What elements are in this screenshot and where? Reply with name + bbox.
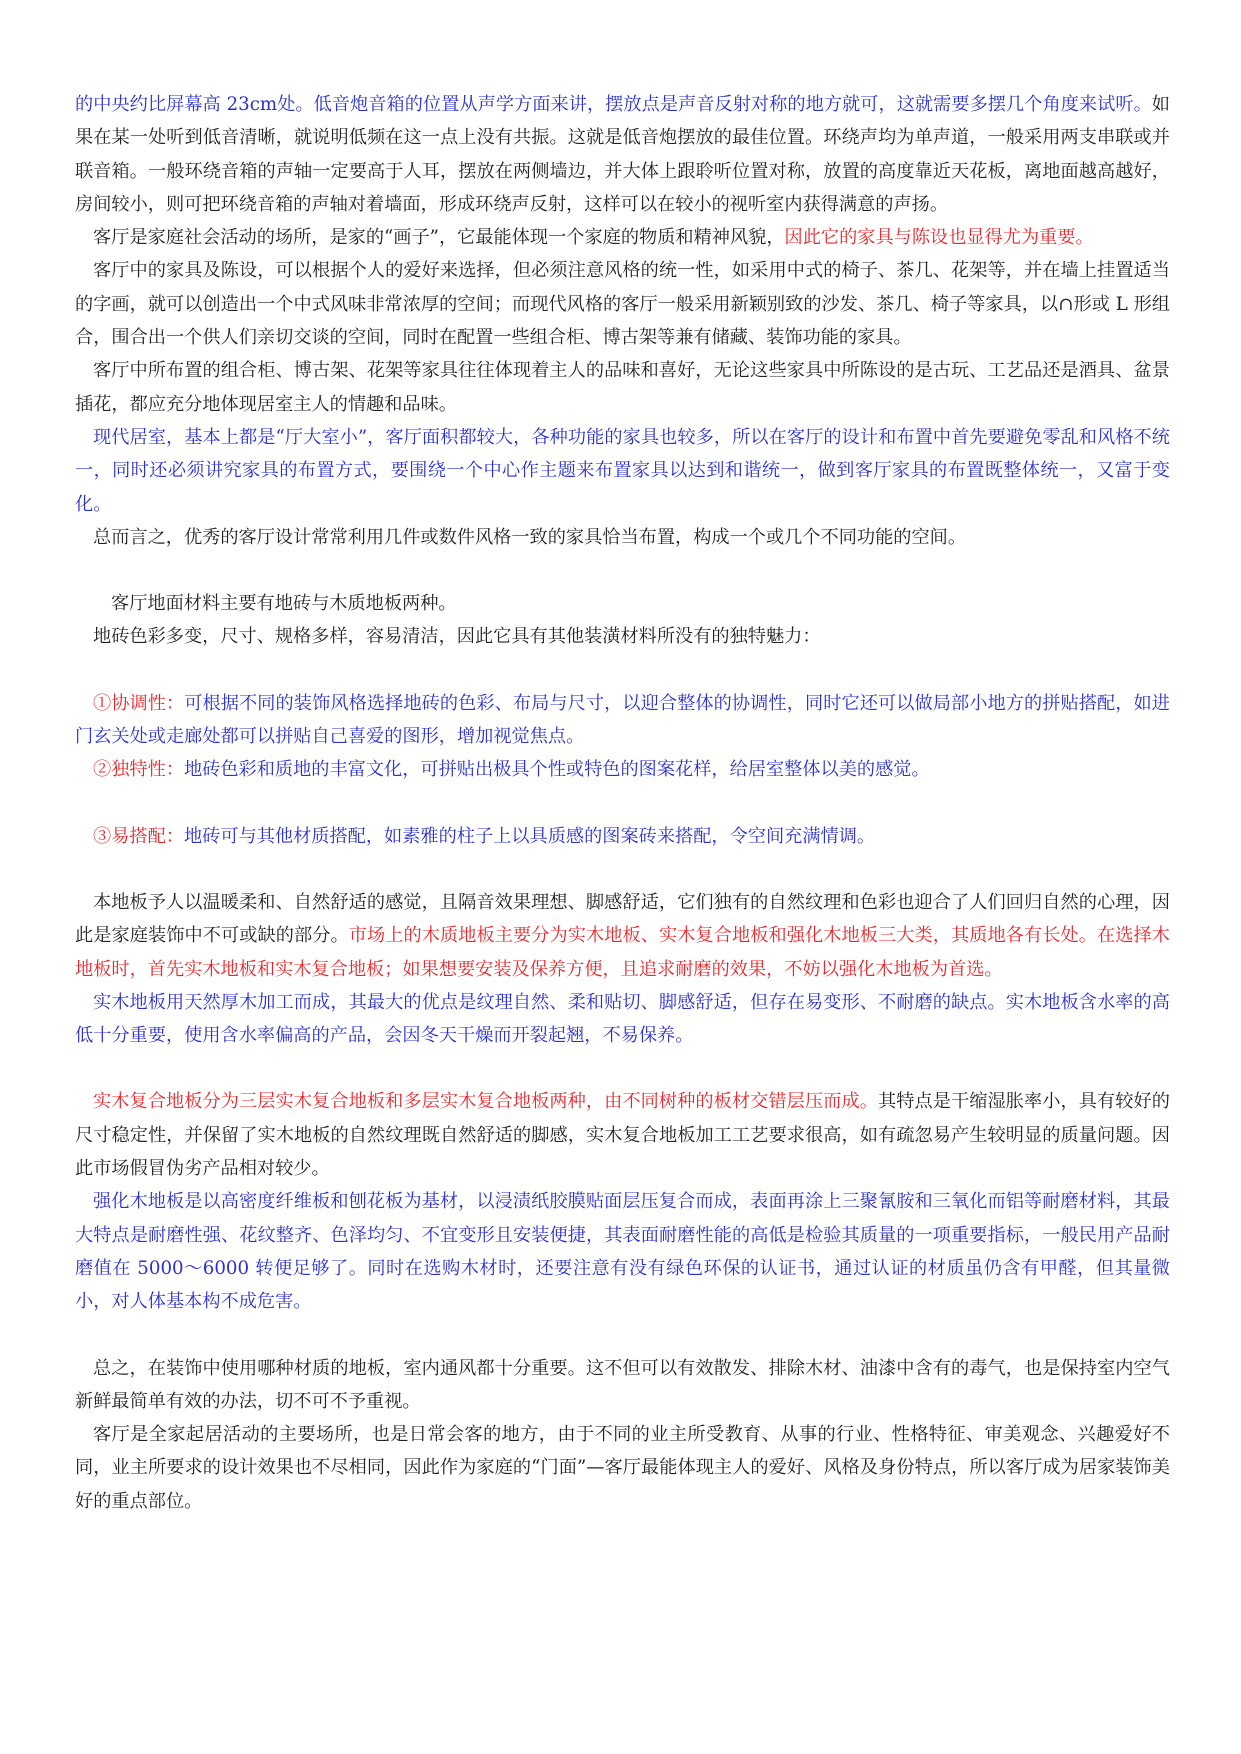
text-span: 客厅是家庭社会活动的场所，是家的“画子”，它最能体现一个家庭的物质和精神风貌， [93,227,785,249]
text-span: 市场上的木质地板主要分为实木地板、实木复合地板和强化木地板三大类，其质地各有长处。在选择木地板时，首先实木地板和实木复合地板；如果想要安装及保养方便，且追求耐磨的效果，不妨以强化木地板为首选。 [75,925,1170,980]
paragraph-gap [75,554,1170,587]
text-span: 客厅是全家起居活动的主要场所，也是日常会客的地方，由于不同的业主所受教育、从事的行业、性格特征、审美观念、兴趣爱好不同，业主所要求的设计效果也不尽相同，因此作为家庭的“门面”—客厅最能体现主人的爱好、风格及身份特点，所以客厅成为居家装饰美好的重点部位。 [75,1424,1170,1512]
text-span: 总而言之，优秀的客厅设计常常利用几件或数件风格一致的家具恰当布置，构成一个或几个不同功能的空间。 [93,526,967,548]
paragraph-gap [75,853,1170,886]
paragraph-laminate [75,1185,1170,1318]
text-span: 实木地板用天然厚木加工而成，其最大的优点是纹理自然、柔和贴切、脚感舒适，但存在易变形、不耐磨的缺点。实木地板含水率的高低十分重要，使用含水率偏高的产品，会因冬天干燥而开裂起翘，不易保养。 [75,991,1170,1047]
text-span: 可根据不同的装饰风格选择地砖的色彩、布局与尺寸，以迎合整体的协调性，同时它还可以做局部小地方的拼贴搭配，如进门玄关处或走廊处都可以拼贴自己喜爱的图形，增加视觉焦点。 [75,692,1170,748]
paragraph-wood-floor [75,886,1170,986]
text-span: 地砖色彩和质地的丰富文化，可拼贴出极具个性或特色的图案花样，给居室整体以美的感觉。 [183,759,930,781]
paragraph-subwoofer-surround [75,88,1170,221]
text-span: 的中央约比屏幕高 23cm处。低音炮音箱的位置从声学方面来讲，摆放点是声音反射对称的地方就可，这就需要多摆几个角度来试听。 [75,94,1152,115]
paragraph-living-room-focus [75,1418,1170,1518]
paragraph-cabinets-taste [75,354,1170,421]
list-item-label: ①协调性： [93,692,185,714]
text-span: 客厅地面材料主要有地砖与木质地板两种。 [111,593,457,615]
text-span: 地砖色彩多变，尺寸、规格多样，容易清洁，因此它具有其他装潢材料所没有的独特魅力： [93,626,821,648]
text-span: 客厅中所布置的组合柜、博古架、花架等家具往往体现着主人的品味和喜好，无论这些家具中所陈设的是古玩、工艺品还是酒具、盆景插花，都应充分地体现居室主人的情趣和品味。 [75,360,1170,415]
paragraph-gap [75,787,1170,820]
list-item-coordination [75,687,1170,754]
paragraph-modern-layout [75,421,1170,521]
list-item-label: ③易搭配： [93,825,184,847]
paragraph-gap [75,1319,1170,1352]
text-span: 现代居室，基本上都是“厅大室小”，客厅面积都较大，各种功能的家具也较多，所以在客厅的设计和布置中首先要避免零乱和风格不统一，同时还必须讲究家具的布置方式，要围绕一个中心作主题来布置家具以达到和谐统一，做到客厅家具的布置既整体统一，又富于变化。 [75,426,1170,515]
paragraph-engineered-wood [75,1085,1170,1185]
paragraph-floor-materials [75,587,1170,620]
paragraph-solid-wood [75,986,1170,1053]
text-span: 总之，在装饰中使用哪种材质的地板，室内通风都十分重要。这不但可以有效散发、排除木材、油漆中含有的毒气，也是保持室内空气新鲜最简单有效的办法，切不可不予重视。 [75,1357,1170,1412]
text-span: 本地板予人以温暖柔和、自然舒适的感觉，且隔音效果理想、脚感舒适，它们独有的自然纹理和色彩也迎合了人们回归自然的心理，因此是家庭装饰中不可或缺的部分。 [75,891,1170,947]
paragraph-gap [75,654,1170,687]
text-span: 地砖可与其他材质搭配，如素雅的柱子上以具质感的图案砖来搭配，令空间充满情调。 [183,825,876,847]
text-span: 实木复合地板分为三层实木复合地板和多层实木复合地板两种，由不同树种的板材交错层压而成。 [93,1091,878,1113]
paragraph-living-room-role [75,221,1170,254]
paragraph-ventilation [75,1352,1170,1419]
list-item-label: ②独特性： [93,759,184,781]
text-span: 其特点是干缩湿胀率小，具有较好的尺寸稳定性，并保留了实木地板的自然纹理既自然舒适的脚感，实木复合地板加工工艺要求很高，如有疏忽易产生较明显的质量问题。因此市场假冒伪劣产品相对较少。 [75,1091,1170,1180]
document-page [75,88,1170,1518]
text-span: 强化木地板是以高密度纤维板和刨花板为基材，以浸渍纸胶膜贴面层压复合而成，表面再涂上三聚氰胺和三氧化而铝等耐磨材料，其最大特点是耐磨性强、花纹整齐、色泽均匀、不宜变形且安装便捷，其表面耐磨性能的高低是检验其质量的一项重要指标，一般民用产品耐磨值在 5000～6000 转便足够了。同时在选购木材时，还要注意有没有绿色环保的认证书，通过认证的材质虽仍含有甲醛，但其量微小，对人体基本构不成危害。 [75,1191,1170,1313]
paragraph-furniture-style [75,254,1170,354]
paragraph-tiles-intro [75,620,1170,653]
list-item-easy-matching [75,820,1170,853]
text-span: 客厅中的家具及陈设，可以根据个人的爱好来选择，但必须注意风格的统一性，如采用中式的椅子、茶几、花架等，并在墙上挂置适当的字画，就可以创造出一个中式风味非常浓厚的空间；而现代风格的客厅一般采用新颖别致的沙发、茶几、椅子等家具，以∩形或 L 形组合，围合出一个供人们亲切交谈的空间，同时在配置一些组合柜、博古架等兼有储藏、装饰功能的家具。 [75,260,1170,349]
list-item-uniqueness [75,753,1170,786]
text-span: 如果在某一处听到低音清晰，就说明低频在这一点上没有共振。这就是低音炮摆放的最佳位置。环绕声均为单声道，一般采用两支串联或并联音箱。一般环绕音箱的声轴一定要高于人耳，摆放在两侧墙边，并大体上跟聆听位置对称，放置的高度靠近天花板，离地面越高越好，房间较小，则可把环绕音箱的声轴对着墙面，形成环绕声反射，这样可以在较小的视听室内获得满意的声扬。 [75,94,1170,215]
paragraph-summary-design [75,521,1170,554]
paragraph-gap [75,1052,1170,1085]
text-span: 因此它的家具与陈设也显得尤为重要。 [784,227,1094,249]
